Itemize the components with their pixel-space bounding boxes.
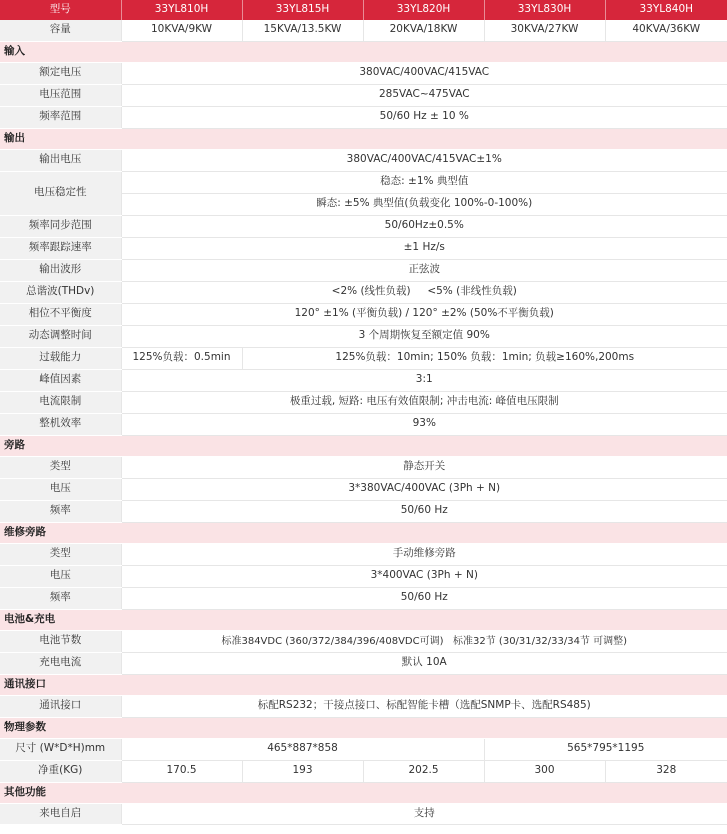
capacity-value: 15KVA/13.5KW xyxy=(242,20,363,41)
row-value: 465*887*858 xyxy=(121,738,484,760)
section-title: 维修旁路 xyxy=(0,522,727,543)
row-label: 相位不平衡度 xyxy=(0,303,121,325)
section-other xyxy=(0,782,727,803)
row-label: 容量 xyxy=(0,20,121,41)
row-label: 电压 xyxy=(0,565,121,587)
row-label: 频率 xyxy=(0,587,121,609)
row-label: 电压范围 xyxy=(0,84,121,106)
row-label: 类型 xyxy=(0,543,121,565)
spec-row xyxy=(0,760,727,782)
row-value: 380VAC/400VAC/415VAC xyxy=(121,62,727,84)
capacity-row xyxy=(0,20,727,41)
row-value: 50/60 Hz ± 10 % xyxy=(121,106,727,128)
spec-row xyxy=(0,369,727,391)
spec-row xyxy=(0,237,727,259)
spec-row xyxy=(0,738,727,760)
row-value: 565*795*1195 xyxy=(484,738,727,760)
section-title: 其他功能 xyxy=(0,782,727,803)
row-label: 电压 xyxy=(0,478,121,500)
row-value: 稳态: ±1% 典型值 xyxy=(121,171,727,193)
row-label: 频率 xyxy=(0,500,121,522)
row-label: 额定电压 xyxy=(0,62,121,84)
row-label: 输出电压 xyxy=(0,149,121,171)
weight-value: 170.5 xyxy=(121,760,242,782)
row-label: 类型 xyxy=(0,456,121,478)
row-value: 默认 10A xyxy=(121,652,727,674)
spec-row xyxy=(0,500,727,522)
spec-row xyxy=(0,652,727,674)
row-value: 93% xyxy=(121,413,727,435)
row-label: 总谐波(THDv) xyxy=(0,281,121,303)
row-value: 50/60 Hz xyxy=(121,500,727,522)
section-maint-bypass xyxy=(0,522,727,543)
spec-row xyxy=(0,259,727,281)
row-label: 电流限制 xyxy=(0,391,121,413)
capacity-value: 10KVA/9KW xyxy=(121,20,242,41)
row-label: 过载能力 xyxy=(0,347,121,369)
row-value: 285VAC~475VAC xyxy=(121,84,727,106)
section-battery xyxy=(0,609,727,630)
row-value: 标准384VDC (360/372/384/396/408VDC可调) 标准32节 (30/31/32/33/34节 可调整) xyxy=(121,630,727,652)
spec-row xyxy=(0,106,727,128)
row-label: 电池节数 xyxy=(0,630,121,652)
row-label: 电压稳定性 xyxy=(0,171,121,215)
section-output xyxy=(0,128,727,149)
row-value: 瞬态: ±5% 典型值(负载变化 100%-0-100%) xyxy=(121,193,727,215)
spec-row xyxy=(0,543,727,565)
capacity-value: 40KVA/36KW xyxy=(605,20,727,41)
row-value: 3:1 xyxy=(121,369,727,391)
capacity-value: 20KVA/18KW xyxy=(363,20,484,41)
row-label: 动态调整时间 xyxy=(0,325,121,347)
row-label: 净重(KG) xyxy=(0,760,121,782)
row-value: ±1 Hz/s xyxy=(121,237,727,259)
row-value: 手动维修旁路 xyxy=(121,543,727,565)
weight-value: 193 xyxy=(242,760,363,782)
spec-row xyxy=(0,303,727,325)
row-label: 尺寸 (W*D*H)mm xyxy=(0,738,121,760)
section-title: 输出 xyxy=(0,128,727,149)
model-name: 33YL820H xyxy=(363,0,484,20)
row-value: 50/60Hz±0.5% xyxy=(121,215,727,237)
spec-row xyxy=(0,171,727,193)
spec-row xyxy=(0,630,727,652)
row-value: 3 个周期恢复至额定值 90% xyxy=(121,325,727,347)
spec-row xyxy=(0,565,727,587)
spec-row xyxy=(0,347,727,369)
header-row xyxy=(0,0,727,20)
row-label: 充电电流 xyxy=(0,652,121,674)
spec-row xyxy=(0,62,727,84)
weight-value: 328 xyxy=(605,760,727,782)
row-label: 频率跟踪速率 xyxy=(0,237,121,259)
model-name: 33YL840H xyxy=(605,0,727,20)
row-value: 120° ±1% (平衡负载) / 120° ±2% (50%不平衡负载) xyxy=(121,303,727,325)
model-name: 33YL815H xyxy=(242,0,363,20)
section-title: 输入 xyxy=(0,41,727,62)
row-label: 来电自启 xyxy=(0,803,121,824)
spec-row xyxy=(0,215,727,237)
section-input xyxy=(0,41,727,62)
section-title: 通讯接口 xyxy=(0,674,727,695)
row-value: 125%负载：10min; 150% 负载：1min; 负载≥160%,200ms xyxy=(242,347,727,369)
row-label: 通讯接口 xyxy=(0,695,121,717)
spec-row xyxy=(0,478,727,500)
row-label: 输出波形 xyxy=(0,259,121,281)
spec-row xyxy=(0,803,727,824)
capacity-value: 30KVA/27KW xyxy=(484,20,605,41)
row-value: 极重过载, 短路: 电压有效值限制; 冲击电流: 峰值电压限制 xyxy=(121,391,727,413)
model-name: 33YL830H xyxy=(484,0,605,20)
row-value: 3*400VAC (3Ph + N) xyxy=(121,565,727,587)
row-label: 峰值因素 xyxy=(0,369,121,391)
section-bypass xyxy=(0,435,727,456)
weight-value: 202.5 xyxy=(363,760,484,782)
weight-value: 300 xyxy=(484,760,605,782)
spec-row xyxy=(0,587,727,609)
model-name: 33YL810H xyxy=(121,0,242,20)
spec-row xyxy=(0,281,727,303)
spec-row xyxy=(0,84,727,106)
row-value: 125%负载：0.5min xyxy=(121,347,242,369)
section-comm xyxy=(0,674,727,695)
row-label: 整机效率 xyxy=(0,413,121,435)
row-label: 频率同步范围 xyxy=(0,215,121,237)
row-value: 380VAC/400VAC/415VAC±1% xyxy=(121,149,727,171)
spec-row xyxy=(0,149,727,171)
row-value: 正弦波 xyxy=(121,259,727,281)
spec-row xyxy=(0,413,727,435)
section-title: 物理参数 xyxy=(0,717,727,738)
row-value: 支持 xyxy=(121,803,727,824)
spec-row xyxy=(0,391,727,413)
section-title: 电池&充电 xyxy=(0,609,727,630)
spec-row xyxy=(0,456,727,478)
section-title: 旁路 xyxy=(0,435,727,456)
row-value: 50/60 Hz xyxy=(121,587,727,609)
model-label: 型号 xyxy=(0,0,121,20)
spec-row xyxy=(0,695,727,717)
row-value: 静态开关 xyxy=(121,456,727,478)
row-value: <2% (线性负载) <5% (非线性负载) xyxy=(121,281,727,303)
section-physical xyxy=(0,717,727,738)
spec-row xyxy=(0,325,727,347)
row-label: 频率范围 xyxy=(0,106,121,128)
row-value: 3*380VAC/400VAC (3Ph + N) xyxy=(121,478,727,500)
row-value: 标配RS232；干接点接口、标配智能卡槽（选配SNMP卡、选配RS485) xyxy=(121,695,727,717)
